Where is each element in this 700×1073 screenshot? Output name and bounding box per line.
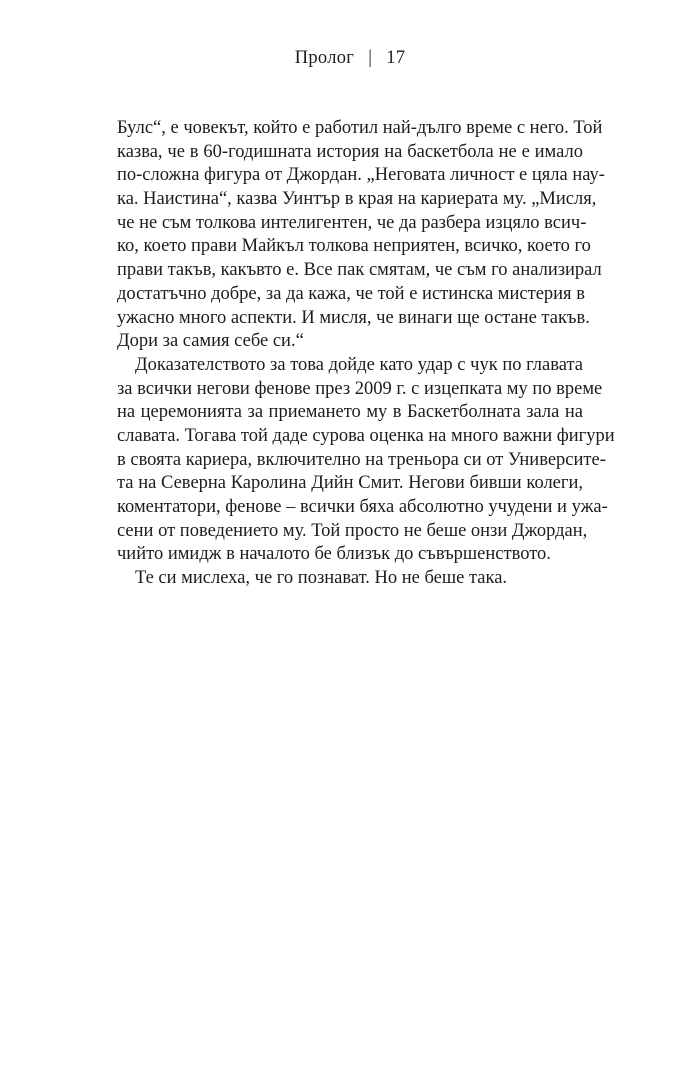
text-line: Булс“, е човекът, който е работил най-дълго време с него. Той	[117, 118, 603, 138]
text-line: коментатори, фенове – всички бяха абсолютно учудени и ужа-	[117, 497, 608, 517]
text-line: Доказателството за това дойде като удар с чук по главата	[135, 354, 583, 375]
text-line: че не съм толкова интелигентен, че да разбера изцяло всич-	[117, 212, 587, 233]
text-line: в своята кариера, включително на треньора си от Университе-	[117, 449, 606, 470]
text-line: прави такъв, какъвто е. Все пак смятам, че съм го анализирал	[117, 260, 602, 281]
text-line: сени от поведението му. Той просто не беше онзи Джордан,	[117, 520, 588, 541]
body-text	[117, 117, 615, 591]
text-line: ко, което прави Майкъл толкова неприятен, всичко, което го	[117, 236, 591, 257]
text-line: казва, че в 60-годишната история на баскетбола не е имало	[117, 141, 583, 162]
text-line: на церемонията за приемането му в Баскетболната зала на	[117, 402, 583, 423]
text-line: ужасно много аспекти. И мисля, че винаги ще остане такъв.	[117, 307, 590, 328]
running-head	[0, 48, 700, 69]
text-line: Те си мислеха, че го познават. Но не беше така.	[135, 568, 508, 589]
text-line: ка. Наистина“, казва Уинтър в края на кариерата му. „Мисля,	[117, 189, 597, 210]
running-head-separator: |	[368, 48, 373, 68]
page-number: 17	[386, 48, 406, 68]
running-head-section: Пролог	[294, 48, 355, 68]
text-line: за всички негови фенове през 2009 г. с изцепката му по време	[117, 378, 603, 399]
text-line: Дори за самия себе си.“	[117, 331, 304, 352]
text-line: достатъчно добре, за да кажа, че той е истинска мистерия в	[117, 283, 585, 304]
text-line: та на Северна Каролина Дийн Смит. Негови бивши колеги,	[117, 473, 583, 494]
text-line: чийто имидж в началото бе близък до съвършенството.	[117, 544, 551, 565]
text-line: по-сложна фигура от Джордан. „Неговата личност е цяла нау-	[117, 165, 605, 186]
text-line: славата. Тогава той даде сурова оценка на много важни фигури	[117, 425, 615, 446]
